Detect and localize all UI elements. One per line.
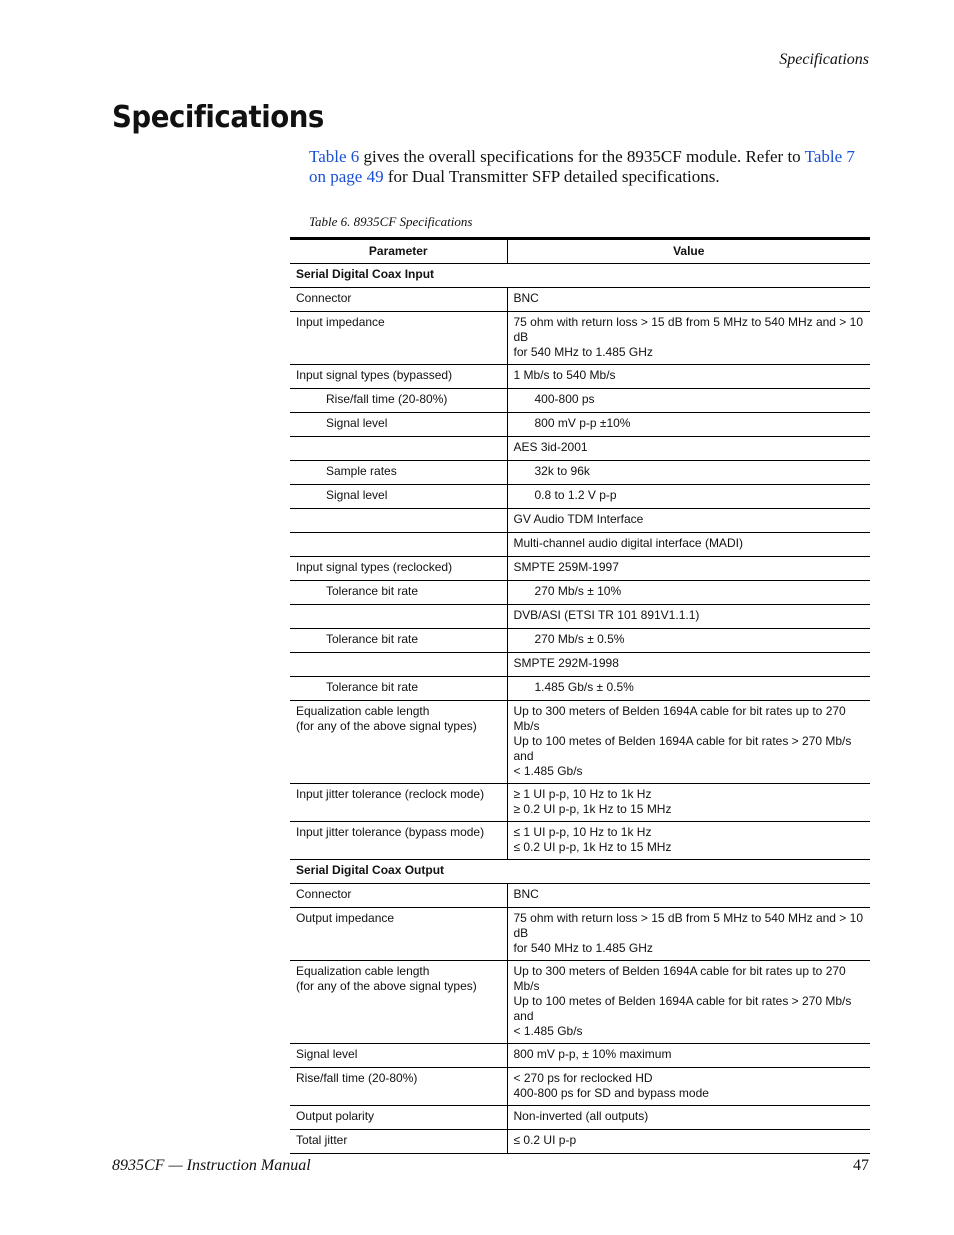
value-line: ≤ 0.2 UI p-p bbox=[513, 1133, 577, 1147]
value-line: BNC bbox=[513, 291, 539, 305]
intro-text-2: for Dual Transmitter SFP detailed specifications. bbox=[383, 167, 720, 186]
value-cell bbox=[507, 1068, 870, 1106]
page-number: 47 bbox=[853, 1157, 869, 1174]
parameter-cell: Rise/fall time (20-80%) bbox=[290, 1068, 507, 1106]
table-row bbox=[290, 1130, 870, 1154]
value-line: 270 Mb/s ± 0.5% bbox=[534, 632, 625, 646]
parameter-cell bbox=[290, 437, 507, 461]
column-header-parameter: Parameter bbox=[290, 239, 507, 264]
parameter-cell: Total jitter bbox=[290, 1130, 507, 1154]
parameter-cell: Input jitter tolerance (bypass mode) bbox=[290, 822, 507, 860]
table-row bbox=[290, 461, 870, 485]
intro-text-1: gives the overall specifications for the 8935CF module. Refer to bbox=[359, 147, 805, 166]
value-cell bbox=[507, 784, 870, 822]
table-row bbox=[290, 557, 870, 581]
parameter-cell: Equalization cable length (for any of the above signal types) bbox=[290, 701, 507, 784]
value-line: 800 mV p-p, ± 10% maximum bbox=[513, 1047, 672, 1061]
table-row bbox=[290, 581, 870, 605]
parameter-cell: Tolerance bit rate bbox=[290, 629, 507, 653]
value-line: 75 ohm with return loss > 15 dB from 5 MHz to 540 MHz and > 10 dB bbox=[513, 315, 863, 344]
table-section-row bbox=[290, 264, 870, 288]
parameter-cell: Input impedance bbox=[290, 312, 507, 365]
table-row bbox=[290, 677, 870, 701]
value-cell bbox=[507, 1106, 870, 1130]
value-cell bbox=[507, 389, 870, 413]
value-cell bbox=[507, 288, 870, 312]
value-line: 270 Mb/s ± 10% bbox=[534, 584, 622, 598]
parameter-cell: Sample rates bbox=[290, 461, 507, 485]
table-row bbox=[290, 1106, 870, 1130]
table-row bbox=[290, 533, 870, 557]
value-cell bbox=[507, 533, 870, 557]
page-title: Specifications bbox=[112, 100, 324, 135]
value-cell bbox=[507, 509, 870, 533]
table-row bbox=[290, 437, 870, 461]
parameter-cell bbox=[290, 653, 507, 677]
section-heading: Serial Digital Coax Input bbox=[290, 264, 870, 288]
value-cell bbox=[507, 822, 870, 860]
value-line: ≤ 0.2 UI p-p, 1k Hz to 15 MHz bbox=[513, 840, 672, 854]
value-cell bbox=[507, 437, 870, 461]
parameter-cell: Connector bbox=[290, 288, 507, 312]
value-line: ≤ 1 UI p-p, 10 Hz to 1k Hz bbox=[513, 825, 652, 839]
parameter-cell bbox=[290, 509, 507, 533]
table-row bbox=[290, 822, 870, 860]
parameter-cell: Output impedance bbox=[290, 908, 507, 961]
value-line: SMPTE 292M-1998 bbox=[513, 656, 619, 670]
value-line: 400-800 ps for SD and bypass mode bbox=[513, 1086, 709, 1100]
value-cell bbox=[507, 961, 870, 1044]
value-line: 1 Mb/s to 540 Mb/s bbox=[513, 368, 616, 382]
parameter-cell: Signal level bbox=[290, 413, 507, 437]
value-line: ≥ 0.2 UI p-p, 1k Hz to 15 MHz bbox=[513, 802, 672, 816]
value-line: Up to 100 metes of Belden 1694A cable for bit rates > 270 Mb/s and bbox=[513, 734, 852, 763]
value-line: 32k to 96k bbox=[534, 464, 590, 478]
parameter-cell bbox=[290, 533, 507, 557]
parameter-cell: Signal level bbox=[290, 1044, 507, 1068]
parameter-cell: Equalization cable length (for any of the above signal types) bbox=[290, 961, 507, 1044]
value-cell bbox=[507, 413, 870, 437]
value-cell bbox=[507, 701, 870, 784]
value-cell bbox=[507, 557, 870, 581]
table-body bbox=[290, 264, 870, 1154]
table-caption: Table 6. 8935CF Specifications bbox=[309, 214, 473, 229]
table-row bbox=[290, 653, 870, 677]
value-cell bbox=[507, 629, 870, 653]
value-line: 75 ohm with return loss > 15 dB from 5 MHz to 540 MHz and > 10 dB bbox=[513, 911, 863, 940]
value-cell bbox=[507, 581, 870, 605]
parameter-cell: Connector bbox=[290, 884, 507, 908]
value-line: Multi-channel audio digital interface (MADI) bbox=[513, 536, 743, 550]
value-cell bbox=[507, 312, 870, 365]
value-line: < 270 ps for reclocked HD bbox=[513, 1071, 653, 1085]
table-row bbox=[290, 961, 870, 1044]
table-row bbox=[290, 884, 870, 908]
section-heading: Serial Digital Coax Output bbox=[290, 860, 870, 884]
table-row bbox=[290, 509, 870, 533]
value-cell bbox=[507, 1044, 870, 1068]
table-row bbox=[290, 389, 870, 413]
value-cell bbox=[507, 653, 870, 677]
table-row bbox=[290, 701, 870, 784]
value-line: ≥ 1 UI p-p, 10 Hz to 1k Hz bbox=[513, 787, 652, 801]
parameter-cell: Tolerance bit rate bbox=[290, 677, 507, 701]
parameter-cell: Input signal types (bypassed) bbox=[290, 365, 507, 389]
value-cell bbox=[507, 677, 870, 701]
value-line: 800 mV p-p ±10% bbox=[534, 416, 631, 430]
value-cell bbox=[507, 461, 870, 485]
value-line: Up to 100 metes of Belden 1694A cable for bit rates > 270 Mb/s and bbox=[513, 994, 852, 1023]
parameter-cell bbox=[290, 605, 507, 629]
value-line: AES 3id-2001 bbox=[513, 440, 588, 454]
value-cell bbox=[507, 884, 870, 908]
value-line: BNC bbox=[513, 887, 539, 901]
value-line: < 1.485 Gb/s bbox=[513, 764, 583, 778]
table-row bbox=[290, 365, 870, 389]
parameter-cell: Input jitter tolerance (reclock mode) bbox=[290, 784, 507, 822]
table-row bbox=[290, 485, 870, 509]
footer-manual-title: 8935CF — Instruction Manual bbox=[112, 1157, 311, 1174]
value-line: 400-800 ps bbox=[534, 392, 595, 406]
table-section-row bbox=[290, 860, 870, 884]
table-row bbox=[290, 605, 870, 629]
parameter-cell: Signal level bbox=[290, 485, 507, 509]
parameter-cell: Tolerance bit rate bbox=[290, 581, 507, 605]
value-cell bbox=[507, 365, 870, 389]
table-row bbox=[290, 1068, 870, 1106]
value-cell bbox=[507, 605, 870, 629]
table-row bbox=[290, 908, 870, 961]
value-line: Up to 300 meters of Belden 1694A cable for bit rates up to 270 Mb/s bbox=[513, 964, 846, 993]
table-row bbox=[290, 413, 870, 437]
value-cell bbox=[507, 1130, 870, 1154]
table-row bbox=[290, 312, 870, 365]
specifications-table bbox=[290, 237, 870, 1154]
value-line: for 540 MHz to 1.485 GHz bbox=[513, 345, 653, 359]
value-line: SMPTE 259M-1997 bbox=[513, 560, 619, 574]
table-row bbox=[290, 288, 870, 312]
running-header: Specifications bbox=[779, 51, 869, 68]
value-line: for 540 MHz to 1.485 GHz bbox=[513, 941, 653, 955]
value-line: Up to 300 meters of Belden 1694A cable for bit rates up to 270 Mb/s bbox=[513, 704, 846, 733]
intro-paragraph bbox=[309, 147, 869, 187]
parameter-cell: Output polarity bbox=[290, 1106, 507, 1130]
table-7-link[interactable]: Table 7 on page 49 bbox=[309, 147, 855, 186]
value-line: 1.485 Gb/s ± 0.5% bbox=[534, 680, 634, 694]
parameter-cell: Rise/fall time (20-80%) bbox=[290, 389, 507, 413]
value-line: 0.8 to 1.2 V p-p bbox=[534, 488, 617, 502]
table-header-row bbox=[290, 239, 870, 264]
value-line: Non-inverted (all outputs) bbox=[513, 1109, 649, 1123]
parameter-cell: Input signal types (reclocked) bbox=[290, 557, 507, 581]
table-6-link[interactable]: Table 6 bbox=[309, 147, 360, 166]
table-row bbox=[290, 1044, 870, 1068]
value-cell bbox=[507, 485, 870, 509]
table-row bbox=[290, 784, 870, 822]
value-line: < 1.485 Gb/s bbox=[513, 1024, 583, 1038]
value-line: GV Audio TDM Interface bbox=[513, 512, 644, 526]
table-row bbox=[290, 629, 870, 653]
value-line: DVB/ASI (ETSI TR 101 891V1.1.1) bbox=[513, 608, 700, 622]
value-cell bbox=[507, 908, 870, 961]
column-header-value: Value bbox=[507, 239, 870, 264]
